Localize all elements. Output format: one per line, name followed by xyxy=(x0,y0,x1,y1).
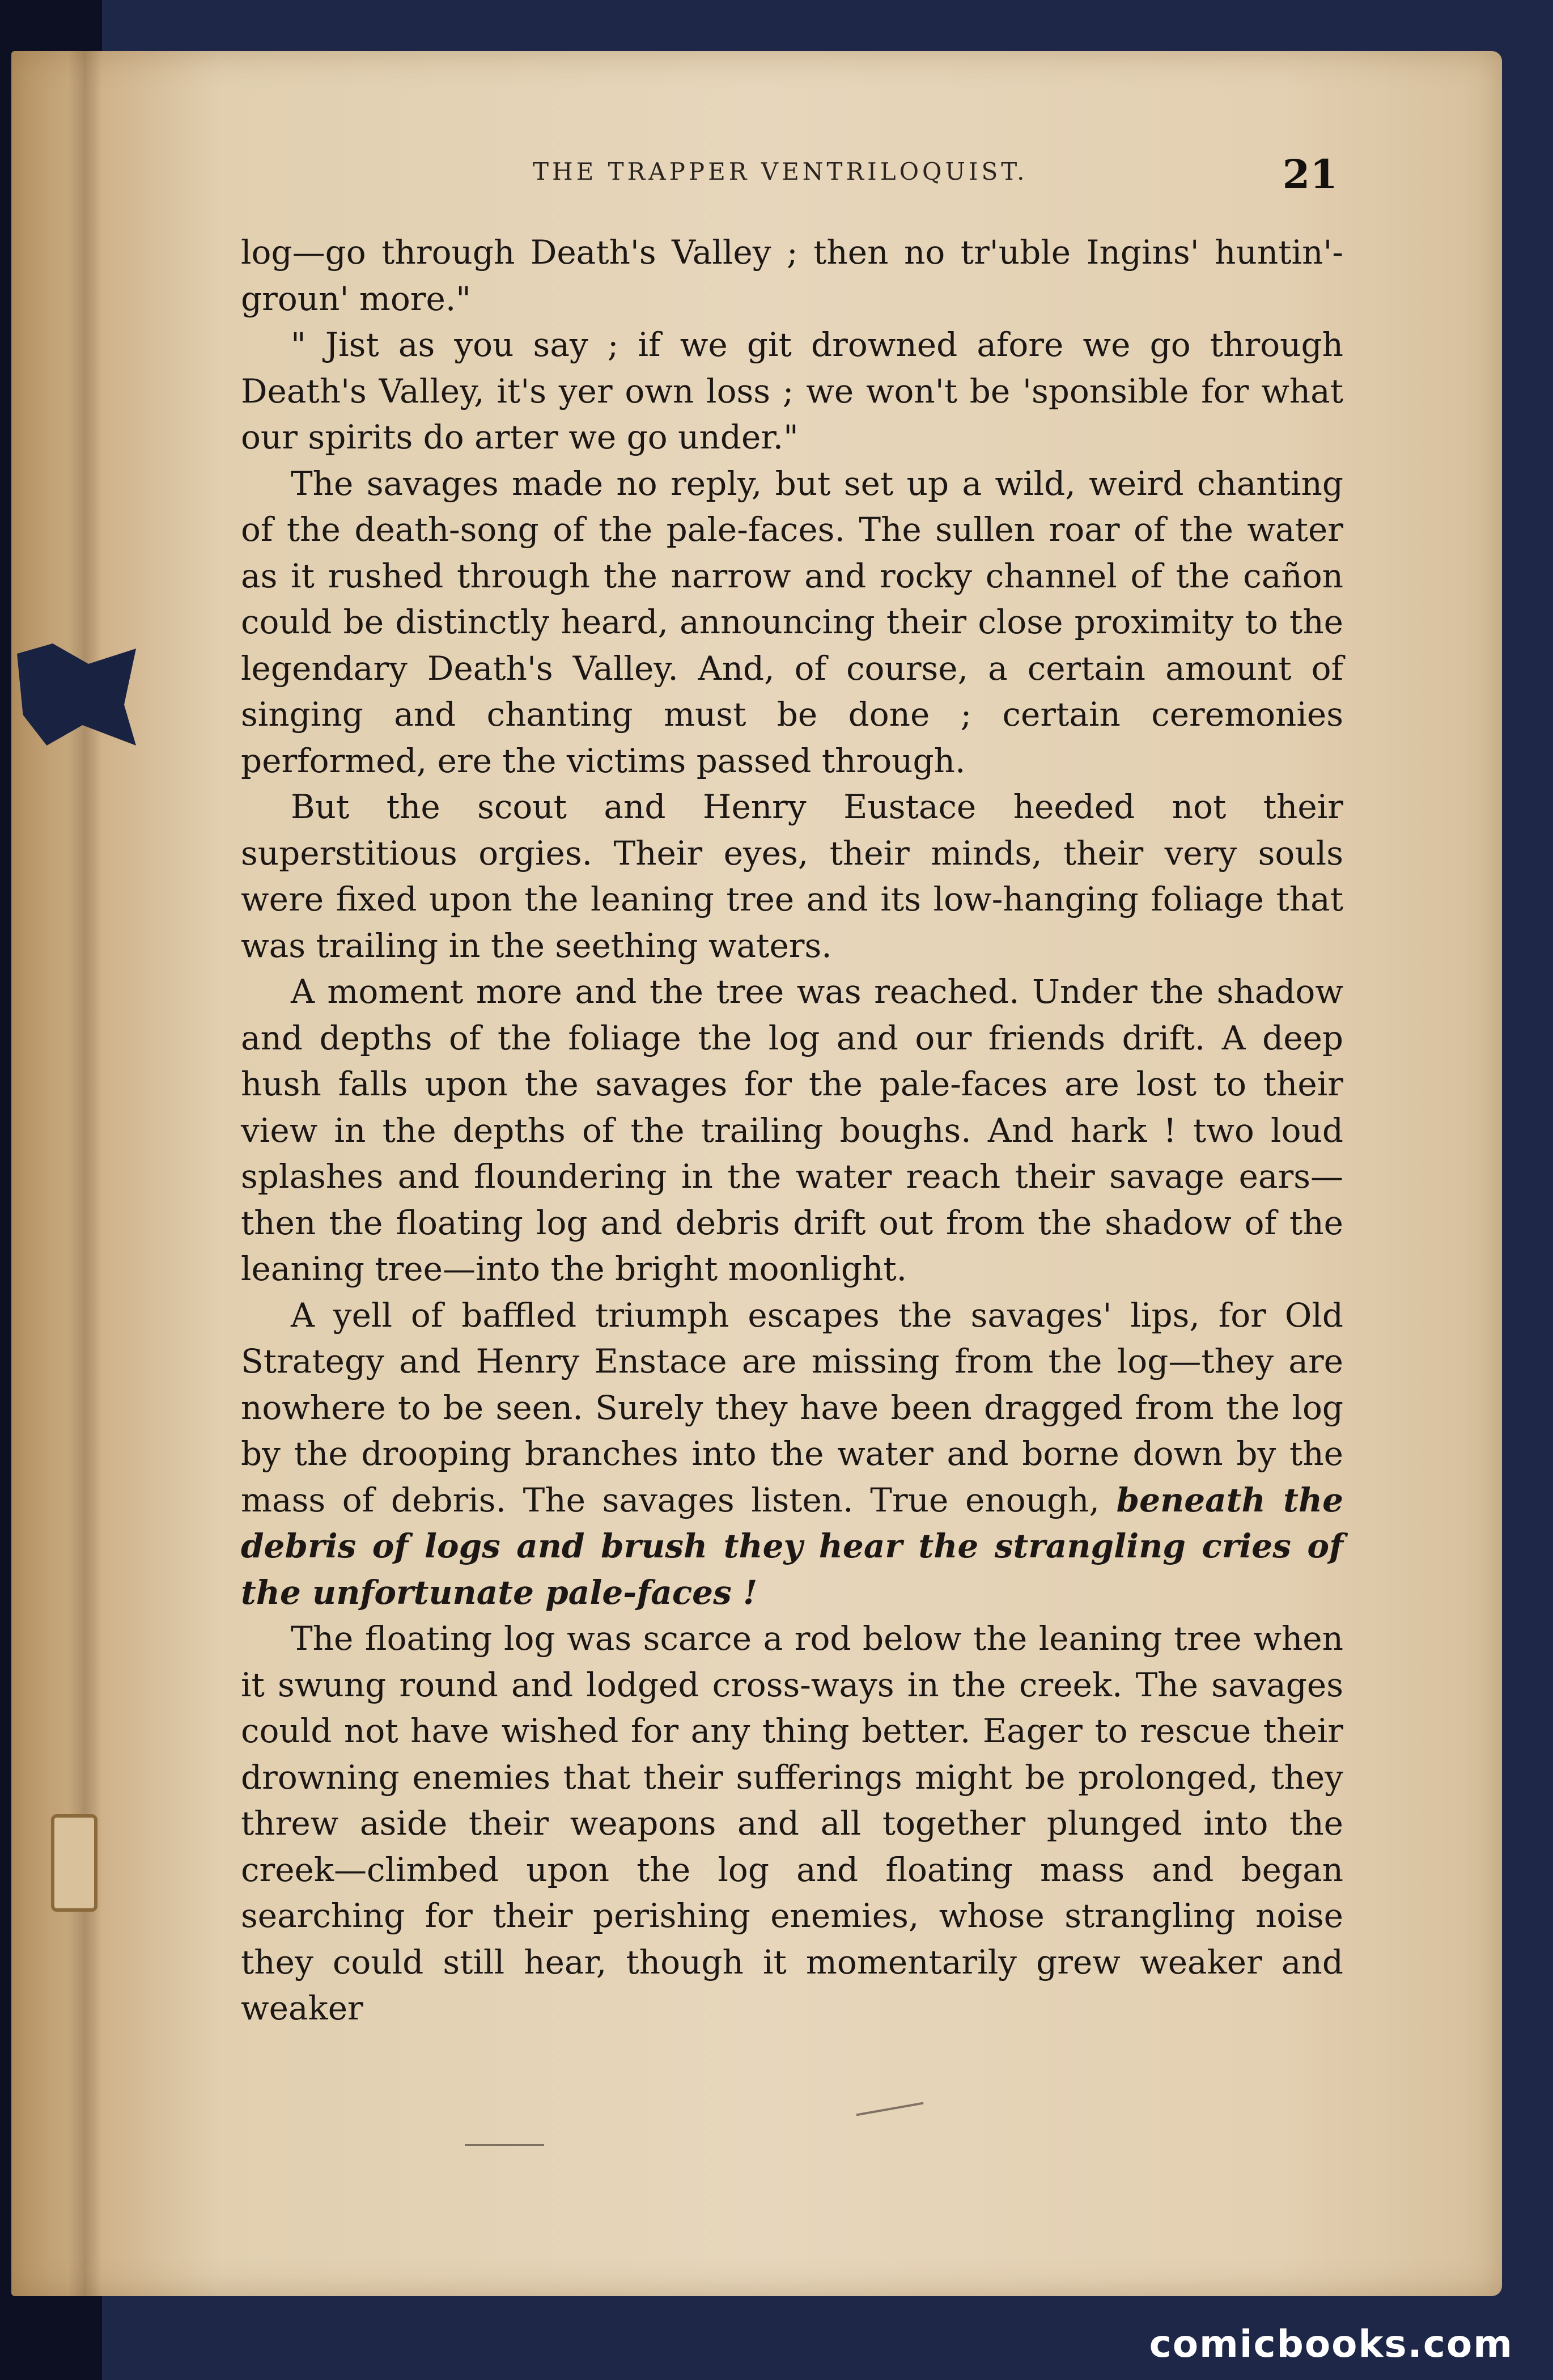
running-head: THE TRAPPER VENTRILOQUIST. xyxy=(533,158,1028,185)
italic-text: beneath the debris of logs and brush they hear the strangling cries of the unfortunate pale-faces ! xyxy=(241,1480,1344,1612)
paragraph: " Jist as you say ; if we git drowned afore we go through Death's Valley, it's yer own loss ; we won't be 'sponsible for what our spirits do arter we go under." xyxy=(241,325,1343,456)
ink-mark xyxy=(465,2144,544,2146)
paragraph: A moment more and the tree was reached. Under the shadow and depths of the foliage the log and our friends drift. A deep hush falls upon the savages for the pale-faces are lost to their view in the depths of the trailing boughs. And hark ! two loud splashes and floundering in the water reach their savage ears—then the floating log and debris drift out from the shadow of the leaning tree—into the bright moonlight. xyxy=(241,972,1343,1288)
paragraph: The floating log was scarce a rod below the leaning tree when it swung round and lodged cross-ways in the creek. The savages could not have wished for any thing better. Eager to rescue their drowning enemies that their sufferings might be prolonged, they threw aside their weapons and all together plunged into the creek—climbed upon the log and floating mass and began searching for their perishing enemies, whose strangling noise they could still hear, though it momentarily grew weaker and weaker xyxy=(241,1619,1343,2027)
page-text xyxy=(241,230,1343,2032)
binding-thread xyxy=(51,1814,97,1912)
page-header xyxy=(238,151,1338,203)
paragraph: But the scout and Henry Eustace heeded not their superstitious orgies. Their eyes, their minds, their very souls were fixed upon the leaning tree and its low-hanging foliage that was trailing in the seething waters. xyxy=(241,787,1343,965)
page-gutter-shadow xyxy=(68,51,102,2296)
page-number: 21 xyxy=(1282,151,1338,198)
paragraph: log—go through Death's Valley ; then no tr'uble Ingins' huntin'-groun' more." xyxy=(241,233,1343,318)
watermark: comicbooks.com xyxy=(1149,2322,1513,2366)
paragraph xyxy=(241,1293,1343,1616)
paragraph: The savages made no reply, but set up a wild, weird chanting of the death-song of the pale-faces. The sullen roar of the water as it rushed through the narrow and rocky channel of the cañon could be distinctly heard, announcing their close proximity to the legendary Death's Valley. And, of course, a certain amount of singing and chanting must be done ; certain ceremonies performed, ere the victims passed through. xyxy=(241,464,1343,780)
paragraph-text: A yell of baffled triumph escapes the savages' lips, for Old Strategy and Henry Enstace are missing from the log—they are nowhere to be seen. Surely they have been dragged from the log by the drooping branches into the water and borne down by the mass of debris. The savages listen. True enough, xyxy=(241,1295,1343,1519)
